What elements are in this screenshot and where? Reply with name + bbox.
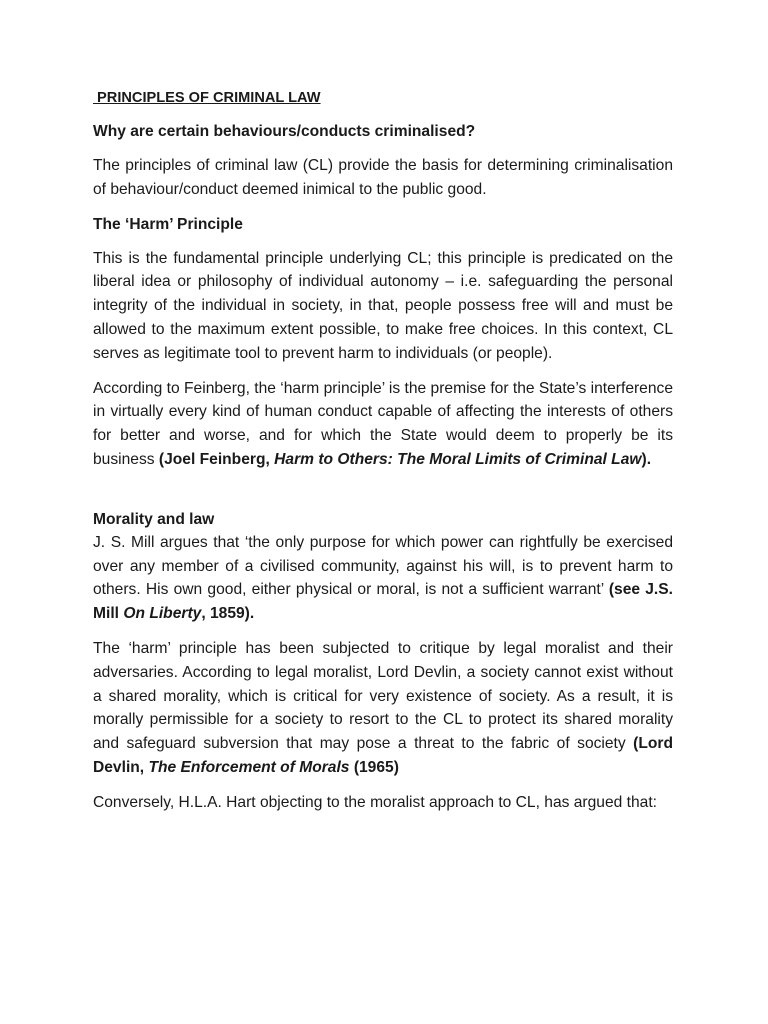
devlin-citation-open: (Lord Devlin, bbox=[93, 735, 673, 776]
morality-heading: Morality and law bbox=[93, 510, 215, 528]
harm-principle-paragraph: This is the fundamental principle underlying CL; this principle is predicated on the liberal idea or philosophy of individual autonomy – i.e. safeguarding the personal integrity of the individual in society, in that, people possess free will and must be allowed to the maximum extent possible, to make free choices. In this context, CL serves as legitimate tool to prevent harm to individuals (or people). bbox=[93, 249, 673, 362]
harm-principle-heading: The ‘Harm’ Principle bbox=[93, 215, 243, 233]
mill-paragraph bbox=[93, 531, 673, 626]
mill-text: J. S. Mill argues that ‘the only purpose for which power can rightfully be exercised over any member of a civilised community, against his will, is to prevent harm to others. His own good, either physical or moral, is not a sufficient warrant’ bbox=[93, 533, 673, 599]
feinberg-citation-close: ). bbox=[641, 450, 652, 468]
hart-paragraph: Conversely, H.L.A. Hart objecting to the moralist approach to CL, has argued that: bbox=[93, 793, 657, 811]
devlin-citation-close: (1965) bbox=[349, 758, 399, 776]
question-heading: Why are certain behaviours/conducts criminalised? bbox=[93, 123, 476, 140]
mill-citation-open: (see J.S. Mill bbox=[93, 581, 674, 623]
devlin-citation-title: The Enforcement of Morals bbox=[148, 758, 350, 776]
devlin-paragraph bbox=[93, 637, 673, 780]
intro-paragraph: The principles of criminal law (CL) provide the basis for determining criminalisation of behaviour/conduct deemed inimical to the public good. bbox=[93, 157, 673, 198]
feinberg-text: According to Feinberg, the ‘harm principle’ is the premise for the State’s interference in virtually every kind of human conduct capable of affecting the interests of others for better and worse, and for which the State would deem to properly be its business bbox=[93, 379, 673, 468]
feinberg-citation bbox=[159, 451, 651, 468]
document-title: PRINCIPLES OF CRIMINAL LAW bbox=[93, 90, 321, 106]
feinberg-citation-open: (Joel Feinberg, bbox=[158, 450, 275, 468]
feinberg-paragraph bbox=[93, 377, 673, 472]
mill-citation-close: , 1859). bbox=[201, 605, 255, 623]
blank-line bbox=[93, 483, 673, 508]
mill-citation-title: On Liberty bbox=[123, 605, 202, 623]
devlin-text: The ‘harm’ principle has been subjected to critique by legal moralist and their adversaries. According to legal moralist, Lord Devlin, a society cannot exist without a shared morality, which is critical for very existence of society. As a result, it is morally permissible for a society to resort to the CL to protect its shared morality and safeguard subversion that may pose a threat to the fabric of society bbox=[93, 639, 673, 753]
document-body bbox=[93, 88, 673, 826]
feinberg-citation-title: Harm to Others: The Moral Limits of Criminal Law bbox=[274, 450, 642, 468]
